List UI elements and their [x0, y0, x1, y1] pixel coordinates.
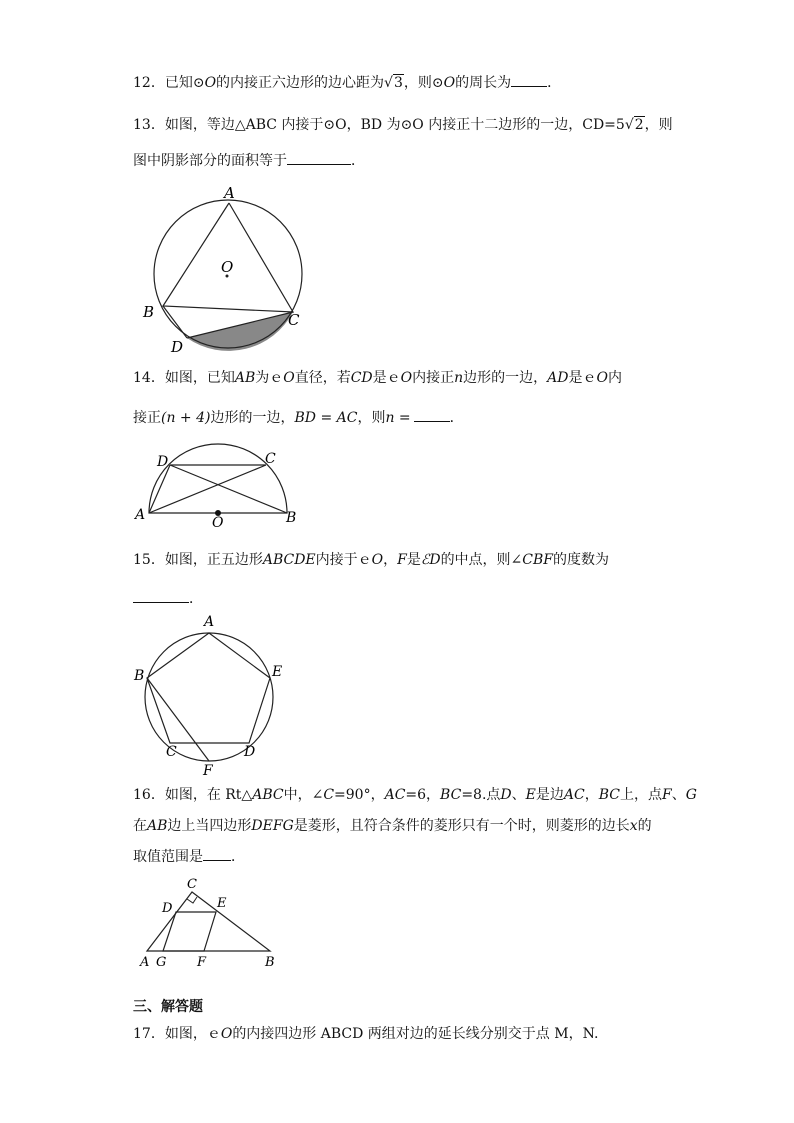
q16-defg: DEFG: [251, 818, 294, 834]
q16-answer-blank[interactable]: [203, 846, 231, 861]
q12-end: ．: [547, 75, 562, 91]
q12-sqrt: √3: [384, 75, 403, 91]
q15-answer-blank[interactable]: [133, 588, 189, 603]
q12-answer-blank[interactable]: [511, 72, 547, 87]
q14-text-5: 内接正: [412, 370, 455, 386]
q15-segment-bf: [147, 678, 209, 761]
q14-text-2: 为ｅ: [255, 370, 284, 386]
q14-chord-bd: [170, 465, 287, 513]
q17-text-2: 的内接四边形 ABCD 两组对边的延长线分别交于点 M，N.: [232, 1026, 599, 1042]
q16-right-angle-mark: [187, 897, 197, 903]
q16-x: x: [629, 818, 638, 834]
q13-label-c: C: [288, 311, 300, 329]
q13-sqrt: √2: [624, 117, 644, 133]
q14-o: O: [283, 370, 295, 386]
q16-text-11: 在: [133, 818, 147, 834]
q13-text-3: 图中阴影部分的面积等于: [133, 153, 287, 169]
q16-bc: BC: [440, 787, 462, 803]
q13-label-b: B: [143, 303, 155, 321]
q16-label-b: B: [265, 955, 275, 970]
q13-label-a: A: [224, 184, 235, 202]
q12-text-3: ，则⊙: [403, 75, 444, 91]
q16-f: F: [661, 787, 672, 803]
question-15-line-1: [133, 550, 609, 570]
q16-e: E: [525, 787, 536, 803]
q16-ab: AB: [147, 818, 168, 834]
q15-text-6: 的度数为: [553, 552, 610, 568]
q16-label-e: E: [217, 896, 227, 911]
q14-text-8: 内: [608, 370, 622, 386]
q13-answer-blank[interactable]: [287, 150, 351, 165]
q13-text-1: 13．如图，等边△ABC 内接于⊙O，BD 为⊙O 内接正十二边形的一边，CD=5: [133, 117, 625, 133]
q15-label-a: A: [204, 614, 215, 630]
question-16-line-2: [133, 816, 652, 836]
q13-segment-bd: [163, 306, 187, 338]
q16-ac2: AC: [563, 787, 585, 803]
q16-abc: ABC: [252, 787, 284, 803]
question-13-line-2: [133, 150, 365, 171]
q16-g: G: [685, 787, 697, 803]
q13-text-2: ，则: [644, 117, 673, 133]
q16-text-13: 是菱形，且符合条件的菱形只有一个时，则菱形的边长: [293, 818, 630, 834]
q12-text-2: 的内接正六边形的边心距为: [216, 75, 385, 91]
q16-text-1: 16．如图，在 Rt△: [133, 787, 253, 803]
q16-text-12: 边上当四边形: [167, 818, 252, 834]
q16-label-f: F: [197, 955, 207, 970]
q16-text-15: 取值范围是: [133, 849, 203, 865]
q16-text-6: 、: [511, 787, 526, 803]
q14-ab: AB: [234, 370, 256, 386]
q14-text-10: 边形的一边，: [210, 410, 295, 426]
q14-expr: (n + 4): [161, 410, 211, 426]
q15-label-f: F: [203, 763, 213, 779]
q12-text-4: 的周长为: [455, 75, 512, 91]
q14-n-eq: n =: [385, 410, 411, 426]
q15-figure: [130, 610, 300, 780]
question-14-line-2: [133, 407, 464, 428]
q13-label-d: D: [171, 338, 184, 356]
q14-end: ．: [449, 410, 464, 426]
q14-text-3: 直径，若: [294, 370, 351, 386]
question-12: [133, 72, 561, 93]
q16-ac: AC: [384, 787, 406, 803]
q14-o3: O: [596, 370, 608, 386]
q17-text-1: 17．如图，ｅ: [133, 1026, 221, 1042]
q14-equation: BD = AC: [294, 410, 358, 426]
q13-radicand: 2: [634, 117, 644, 133]
q16-text-7: 是边: [535, 787, 564, 803]
q14-label-o: O: [212, 515, 224, 531]
q14-text-1: 14．如图，已知: [133, 370, 235, 386]
q14-text-7: 是ｅ: [568, 370, 597, 386]
q15-label-b: B: [134, 668, 145, 684]
q16-text-9: 上，点: [619, 787, 662, 803]
section-3-heading: 三、解答题: [133, 999, 203, 1015]
q15-label-d: D: [244, 744, 256, 760]
question-16-line-3: [133, 846, 245, 867]
q16-label-d: D: [162, 901, 173, 916]
q15-arc-cd: ℰD: [420, 552, 441, 568]
q13-label-o: O: [221, 258, 234, 276]
q16-rhombus-defg: [163, 912, 216, 951]
question-16-line-1: [133, 785, 697, 805]
q16-figure: [130, 876, 290, 971]
q15-text-2: 内接于ｅ: [315, 552, 372, 568]
q14-label-d: D: [157, 454, 169, 470]
q15-text-3: ，: [383, 552, 398, 568]
q12-radicand: 3: [393, 75, 403, 91]
q14-ad: AD: [547, 370, 569, 386]
q16-d: D: [500, 787, 512, 803]
q12-circle-name-2: O: [443, 75, 456, 91]
q16-bc2: BC: [598, 787, 620, 803]
q16-text-14: 的: [637, 818, 652, 834]
q16-text-8: ，: [584, 787, 599, 803]
q15-text-1: 15．如图，正五边形: [133, 552, 263, 568]
q15-o: O: [371, 552, 384, 568]
q15-text-5: 的中点，则∠: [440, 552, 523, 568]
q16-text-2: 中，∠: [283, 787, 324, 803]
q15-end: ．: [189, 591, 203, 607]
question-14-line-1: [133, 368, 622, 388]
q13-shaded-segment: [187, 312, 293, 351]
q15-f: F: [397, 552, 407, 568]
q16-c: C: [323, 787, 335, 803]
q14-label-b: B: [286, 510, 297, 526]
q15-label-e: E: [272, 664, 283, 680]
q12-number: 12．: [133, 75, 165, 91]
q15-cbf: CBF: [522, 552, 554, 568]
q13-figure: [130, 180, 320, 356]
q14-text-11: ，则: [357, 410, 386, 426]
q16-text-5: =8.点: [461, 787, 501, 803]
q14-text-6: 边形的一边，: [463, 370, 548, 386]
q16-text-4: =6，: [405, 787, 441, 803]
q16-text-10: 、: [671, 787, 686, 803]
q14-label-a: A: [135, 507, 146, 523]
q13-end: ．: [351, 153, 365, 169]
q14-label-c: C: [265, 451, 276, 467]
q17-o: O: [220, 1026, 233, 1042]
question-17: [133, 1024, 598, 1044]
q15-label-c: C: [166, 744, 177, 760]
q14-figure: [130, 448, 310, 531]
q16-label-c: C: [187, 877, 197, 892]
q15-abcde: ABCDE: [262, 552, 316, 568]
question-13-line-1: [133, 115, 673, 135]
q16-label-a: A: [140, 955, 150, 970]
q15-circle: [145, 633, 273, 761]
q16-end: ．: [231, 849, 245, 865]
q14-n: n: [454, 370, 464, 386]
q14-o2: O: [400, 370, 413, 386]
q14-text-9: 接正: [133, 410, 161, 426]
q12-text-1: 已知⊙: [164, 75, 205, 91]
q12-circle-name: O: [204, 75, 217, 91]
q15-text-4: 是: [406, 552, 421, 568]
q14-answer-blank[interactable]: [414, 407, 450, 422]
q14-cd: CD: [350, 370, 373, 386]
q16-text-3: =90°，: [334, 787, 385, 803]
question-15-line-2: [133, 588, 203, 609]
q14-text-4: 是ｅ: [372, 370, 401, 386]
q16-label-g: G: [156, 955, 167, 970]
